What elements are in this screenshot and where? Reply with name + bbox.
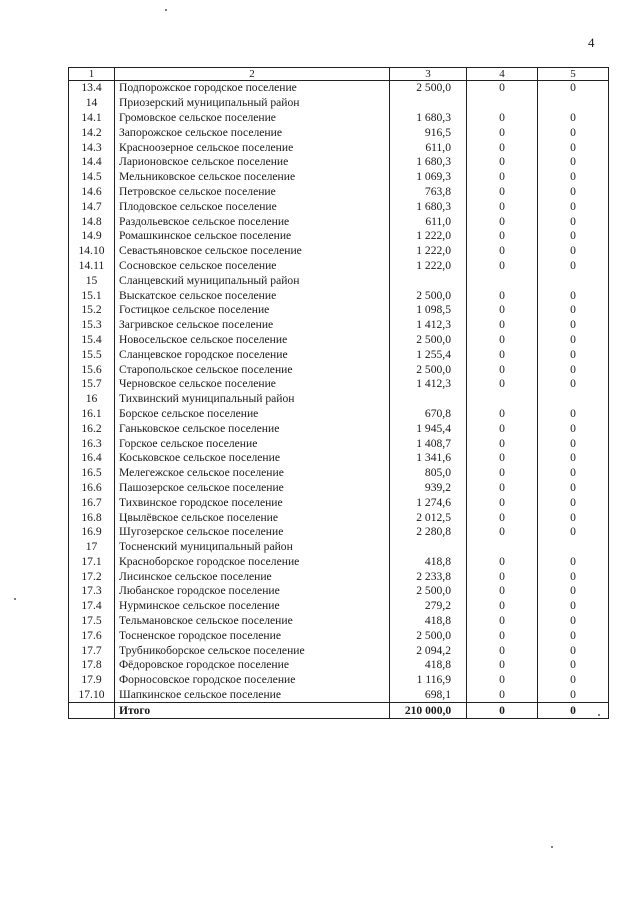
table-row — [69, 614, 609, 629]
row-number: 17.4 — [69, 599, 115, 614]
row-value-col4: 0 — [467, 495, 538, 510]
row-value-col3 — [390, 540, 467, 555]
row-value-col4: 0 — [467, 451, 538, 466]
row-name: Громовское сельское поселение — [115, 111, 390, 126]
row-name: Мельниковское сельское поселение — [115, 170, 390, 185]
row-number: 16.2 — [69, 421, 115, 436]
row-number: 15.5 — [69, 347, 115, 362]
row-number: 17.8 — [69, 658, 115, 673]
row-name: Петровское сельское поселение — [115, 185, 390, 200]
row-number: 17.7 — [69, 643, 115, 658]
row-value-col4: 0 — [467, 688, 538, 703]
row-value-col4 — [467, 540, 538, 555]
table-row — [69, 392, 609, 407]
row-value-col4: 0 — [467, 318, 538, 333]
row-value-col3: 805,0 — [390, 466, 467, 481]
row-value-col4: 0 — [467, 436, 538, 451]
row-value-col5 — [538, 540, 609, 555]
row-name: Любанское городское поселение — [115, 584, 390, 599]
row-number: 13.4 — [69, 81, 115, 96]
row-value-col3: 1 222,0 — [390, 229, 467, 244]
row-value-col5: 0 — [538, 347, 609, 362]
scan-speck — [598, 714, 600, 716]
row-value-col4: 0 — [467, 510, 538, 525]
row-value-col5: 0 — [538, 303, 609, 318]
column-header-1: 1 — [69, 68, 115, 81]
row-value-col3: 1 680,3 — [390, 111, 467, 126]
table-row — [69, 273, 609, 288]
row-value-col5: 0 — [538, 421, 609, 436]
row-name: Сосновское сельское поселение — [115, 259, 390, 274]
row-value-col4: 0 — [467, 125, 538, 140]
row-value-col3: 670,8 — [390, 407, 467, 422]
total-number-cell — [69, 703, 115, 719]
row-value-col5: 0 — [538, 569, 609, 584]
row-value-col5: 0 — [538, 185, 609, 200]
row-number: 15.1 — [69, 288, 115, 303]
row-value-col3: 1 680,3 — [390, 199, 467, 214]
table-row — [69, 643, 609, 658]
row-number: 16.3 — [69, 436, 115, 451]
row-value-col4: 0 — [467, 481, 538, 496]
row-value-col3: 1 222,0 — [390, 244, 467, 259]
row-value-col5: 0 — [538, 199, 609, 214]
row-value-col5: 0 — [538, 125, 609, 140]
column-header-5: 5 — [538, 68, 609, 81]
budget-distribution-table — [68, 67, 609, 719]
row-value-col5: 0 — [538, 451, 609, 466]
table-row — [69, 377, 609, 392]
row-number: 16.4 — [69, 451, 115, 466]
row-value-col4: 0 — [467, 673, 538, 688]
table-row — [69, 628, 609, 643]
row-number: 14.4 — [69, 155, 115, 170]
table-header-row — [69, 68, 609, 81]
table-row — [69, 111, 609, 126]
row-number: 17.5 — [69, 614, 115, 629]
row-name: Тельмановское сельское поселение — [115, 614, 390, 629]
row-value-col5: 0 — [538, 495, 609, 510]
table-row — [69, 495, 609, 510]
row-number: 15.4 — [69, 333, 115, 348]
table-row — [69, 229, 609, 244]
table-row — [69, 155, 609, 170]
row-value-col5 — [538, 392, 609, 407]
row-value-col3: 939,2 — [390, 481, 467, 496]
column-header-4: 4 — [467, 68, 538, 81]
total-label: Итого — [115, 703, 390, 719]
row-value-col5: 0 — [538, 244, 609, 259]
row-name: Фёдоровское городское поселение — [115, 658, 390, 673]
row-value-col5: 0 — [538, 140, 609, 155]
row-value-col5: 0 — [538, 111, 609, 126]
row-value-col4: 0 — [467, 81, 538, 96]
total-row — [69, 703, 609, 719]
table-row — [69, 185, 609, 200]
row-name: Пашозерское сельское поселение — [115, 481, 390, 496]
row-value-col4: 0 — [467, 555, 538, 570]
row-value-col4: 0 — [467, 584, 538, 599]
row-name: Подпорожское городское поселение — [115, 81, 390, 96]
row-value-col3: 2 500,0 — [390, 333, 467, 348]
row-value-col3: 2 500,0 — [390, 362, 467, 377]
row-value-col5: 0 — [538, 584, 609, 599]
row-name: Лисинское сельское поселение — [115, 569, 390, 584]
row-value-col4: 0 — [467, 643, 538, 658]
row-value-col4: 0 — [467, 111, 538, 126]
row-value-col5: 0 — [538, 643, 609, 658]
total-value-col3: 210 000,0 — [390, 703, 467, 719]
row-value-col4: 0 — [467, 466, 538, 481]
row-value-col3: 418,8 — [390, 614, 467, 629]
row-name: Коськовское сельское поселение — [115, 451, 390, 466]
row-value-col5: 0 — [538, 259, 609, 274]
row-value-col5: 0 — [538, 362, 609, 377]
row-number: 16.6 — [69, 481, 115, 496]
row-value-col4 — [467, 392, 538, 407]
row-value-col3: 2 500,0 — [390, 81, 467, 96]
table-row — [69, 481, 609, 496]
row-value-col3: 1 274,6 — [390, 495, 467, 510]
row-number: 15.2 — [69, 303, 115, 318]
row-value-col4: 0 — [467, 259, 538, 274]
row-value-col3: 418,8 — [390, 658, 467, 673]
row-number: 14.6 — [69, 185, 115, 200]
row-value-col3: 1 222,0 — [390, 259, 467, 274]
table-row — [69, 140, 609, 155]
row-value-col4: 0 — [467, 288, 538, 303]
row-number: 14.11 — [69, 259, 115, 274]
table-row — [69, 244, 609, 259]
scan-speck — [14, 598, 16, 600]
row-number: 14.2 — [69, 125, 115, 140]
row-name: Горское сельское поселение — [115, 436, 390, 451]
row-value-col5: 0 — [538, 436, 609, 451]
row-number: 17.10 — [69, 688, 115, 703]
row-value-col3 — [390, 96, 467, 111]
row-value-col3: 2 012,5 — [390, 510, 467, 525]
table-row — [69, 125, 609, 140]
row-value-col4: 0 — [467, 155, 538, 170]
scan-speck — [551, 846, 553, 848]
row-name: Форносовское городское поселение — [115, 673, 390, 688]
row-number: 14.9 — [69, 229, 115, 244]
row-value-col5 — [538, 96, 609, 111]
row-value-col4: 0 — [467, 170, 538, 185]
row-value-col5: 0 — [538, 214, 609, 229]
row-name: Раздольевское сельское поселение — [115, 214, 390, 229]
row-value-col4: 0 — [467, 185, 538, 200]
row-value-col3: 1 412,3 — [390, 377, 467, 392]
row-value-col5: 0 — [538, 333, 609, 348]
row-value-col5: 0 — [538, 673, 609, 688]
table-row — [69, 510, 609, 525]
table-row — [69, 451, 609, 466]
table-row — [69, 303, 609, 318]
row-number: 15.3 — [69, 318, 115, 333]
table-row — [69, 318, 609, 333]
row-value-col3: 611,0 — [390, 140, 467, 155]
row-value-col4: 0 — [467, 407, 538, 422]
row-number: 17 — [69, 540, 115, 555]
row-value-col3 — [390, 273, 467, 288]
row-number: 15.7 — [69, 377, 115, 392]
row-value-col4: 0 — [467, 333, 538, 348]
row-number: 14.5 — [69, 170, 115, 185]
row-value-col3: 1 945,4 — [390, 421, 467, 436]
row-value-col3: 698,1 — [390, 688, 467, 703]
row-value-col3: 418,8 — [390, 555, 467, 570]
table-row — [69, 584, 609, 599]
row-value-col3: 916,5 — [390, 125, 467, 140]
row-value-col5: 0 — [538, 688, 609, 703]
row-number: 14.8 — [69, 214, 115, 229]
total-value-col5: 0 — [538, 703, 609, 719]
row-name: Цвылёвское сельское поселение — [115, 510, 390, 525]
table-row — [69, 199, 609, 214]
row-name: Новосельское сельское поселение — [115, 333, 390, 348]
row-value-col5: 0 — [538, 377, 609, 392]
row-name: Тосненское городское поселение — [115, 628, 390, 643]
row-value-col3: 2 280,8 — [390, 525, 467, 540]
row-value-col3: 1 098,5 — [390, 303, 467, 318]
row-value-col3: 1 408,7 — [390, 436, 467, 451]
row-number: 17.2 — [69, 569, 115, 584]
row-value-col3: 279,2 — [390, 599, 467, 614]
total-value-col4: 0 — [467, 703, 538, 719]
row-value-col5: 0 — [538, 229, 609, 244]
table-row — [69, 259, 609, 274]
row-value-col5: 0 — [538, 510, 609, 525]
table-row — [69, 658, 609, 673]
table-row — [69, 673, 609, 688]
row-value-col5: 0 — [538, 155, 609, 170]
row-value-col5: 0 — [538, 481, 609, 496]
row-value-col5: 0 — [538, 628, 609, 643]
row-value-col5: 0 — [538, 525, 609, 540]
row-name: Сланцевское городское поселение — [115, 347, 390, 362]
row-value-col3 — [390, 392, 467, 407]
row-value-col4 — [467, 96, 538, 111]
table-row — [69, 214, 609, 229]
table-row — [69, 555, 609, 570]
row-value-col5: 0 — [538, 170, 609, 185]
row-number: 14.1 — [69, 111, 115, 126]
table-row — [69, 81, 609, 96]
row-value-col3: 1 255,4 — [390, 347, 467, 362]
row-value-col4: 0 — [467, 229, 538, 244]
row-number: 16.5 — [69, 466, 115, 481]
row-name: Мелегежское сельское поселение — [115, 466, 390, 481]
row-value-col3: 2 094,2 — [390, 643, 467, 658]
row-name: Шугозерское сельское поселение — [115, 525, 390, 540]
row-value-col3: 1 069,3 — [390, 170, 467, 185]
row-number: 16.9 — [69, 525, 115, 540]
row-name: Шапкинское сельское поселение — [115, 688, 390, 703]
row-value-col3: 2 500,0 — [390, 584, 467, 599]
row-value-col4: 0 — [467, 140, 538, 155]
row-name: Выскатское сельское поселение — [115, 288, 390, 303]
row-value-col3: 1 412,3 — [390, 318, 467, 333]
row-value-col4: 0 — [467, 421, 538, 436]
row-value-col4: 0 — [467, 628, 538, 643]
row-value-col4: 0 — [467, 199, 538, 214]
row-number: 16.7 — [69, 495, 115, 510]
row-name: Севастьяновское сельское поселение — [115, 244, 390, 259]
row-name: Приозерский муниципальный район — [115, 96, 390, 111]
row-name: Загривское сельское поселение — [115, 318, 390, 333]
row-value-col3: 2 500,0 — [390, 288, 467, 303]
row-number: 16 — [69, 392, 115, 407]
row-value-col4 — [467, 273, 538, 288]
row-value-col3: 611,0 — [390, 214, 467, 229]
row-value-col5: 0 — [538, 599, 609, 614]
table-row — [69, 540, 609, 555]
row-name: Ганьковское сельское поселение — [115, 421, 390, 436]
row-name: Тихвинское городское поселение — [115, 495, 390, 510]
row-number: 17.3 — [69, 584, 115, 599]
row-name: Ромашкинское сельское поселение — [115, 229, 390, 244]
row-value-col3: 763,8 — [390, 185, 467, 200]
row-name: Старопольское сельское поселение — [115, 362, 390, 377]
row-value-col4: 0 — [467, 525, 538, 540]
table-row — [69, 407, 609, 422]
scan-speck — [165, 9, 167, 11]
row-value-col3: 2 233,8 — [390, 569, 467, 584]
table-row — [69, 333, 609, 348]
row-name: Красноборское городское поселение — [115, 555, 390, 570]
row-number: 17.6 — [69, 628, 115, 643]
row-value-col3: 1 341,6 — [390, 451, 467, 466]
row-number: 15 — [69, 273, 115, 288]
row-number: 14.10 — [69, 244, 115, 259]
row-value-col4: 0 — [467, 347, 538, 362]
row-value-col3: 1 116,9 — [390, 673, 467, 688]
row-value-col5: 0 — [538, 614, 609, 629]
row-value-col4: 0 — [467, 362, 538, 377]
table-row — [69, 525, 609, 540]
row-value-col4: 0 — [467, 303, 538, 318]
row-name: Нурминское сельское поселение — [115, 599, 390, 614]
row-name: Сланцевский муниципальный район — [115, 273, 390, 288]
row-value-col4: 0 — [467, 614, 538, 629]
page-number: 4 — [588, 35, 595, 50]
row-value-col5: 0 — [538, 466, 609, 481]
row-number: 14.7 — [69, 199, 115, 214]
row-value-col5: 0 — [538, 318, 609, 333]
row-value-col4: 0 — [467, 377, 538, 392]
table-body — [69, 68, 609, 719]
table-row — [69, 170, 609, 185]
row-value-col5 — [538, 273, 609, 288]
row-name: Запорожское сельское поселение — [115, 125, 390, 140]
row-name: Красноозерное сельское поселение — [115, 140, 390, 155]
row-value-col5: 0 — [538, 407, 609, 422]
table-row — [69, 436, 609, 451]
row-name: Тосненский муниципальный район — [115, 540, 390, 555]
table-row — [69, 288, 609, 303]
row-value-col3: 1 680,3 — [390, 155, 467, 170]
table-row — [69, 466, 609, 481]
row-number: 16.1 — [69, 407, 115, 422]
row-value-col4: 0 — [467, 658, 538, 673]
row-value-col5: 0 — [538, 81, 609, 96]
table-row — [69, 362, 609, 377]
table-row — [69, 347, 609, 362]
row-value-col4: 0 — [467, 244, 538, 259]
row-value-col4: 0 — [467, 599, 538, 614]
row-name: Гостицкое сельское поселение — [115, 303, 390, 318]
row-name: Плодовское сельское поселение — [115, 199, 390, 214]
row-value-col5: 0 — [538, 658, 609, 673]
row-value-col4: 0 — [467, 214, 538, 229]
table-row — [69, 96, 609, 111]
row-name: Тихвинский муниципальный район — [115, 392, 390, 407]
row-number: 17.9 — [69, 673, 115, 688]
row-number: 14.3 — [69, 140, 115, 155]
table-row — [69, 569, 609, 584]
row-number: 16.8 — [69, 510, 115, 525]
column-header-2: 2 — [115, 68, 390, 81]
row-number: 17.1 — [69, 555, 115, 570]
row-value-col5: 0 — [538, 288, 609, 303]
row-number: 15.6 — [69, 362, 115, 377]
row-value-col3: 2 500,0 — [390, 628, 467, 643]
row-value-col4: 0 — [467, 569, 538, 584]
table-row — [69, 421, 609, 436]
row-name: Борское сельское поселение — [115, 407, 390, 422]
table-row — [69, 688, 609, 703]
row-name: Черновское сельское поселение — [115, 377, 390, 392]
table-row — [69, 599, 609, 614]
row-value-col5: 0 — [538, 555, 609, 570]
row-number: 14 — [69, 96, 115, 111]
column-header-3: 3 — [390, 68, 467, 81]
row-name: Ларионовское сельское поселение — [115, 155, 390, 170]
row-name: Трубникоборское сельское поселение — [115, 643, 390, 658]
